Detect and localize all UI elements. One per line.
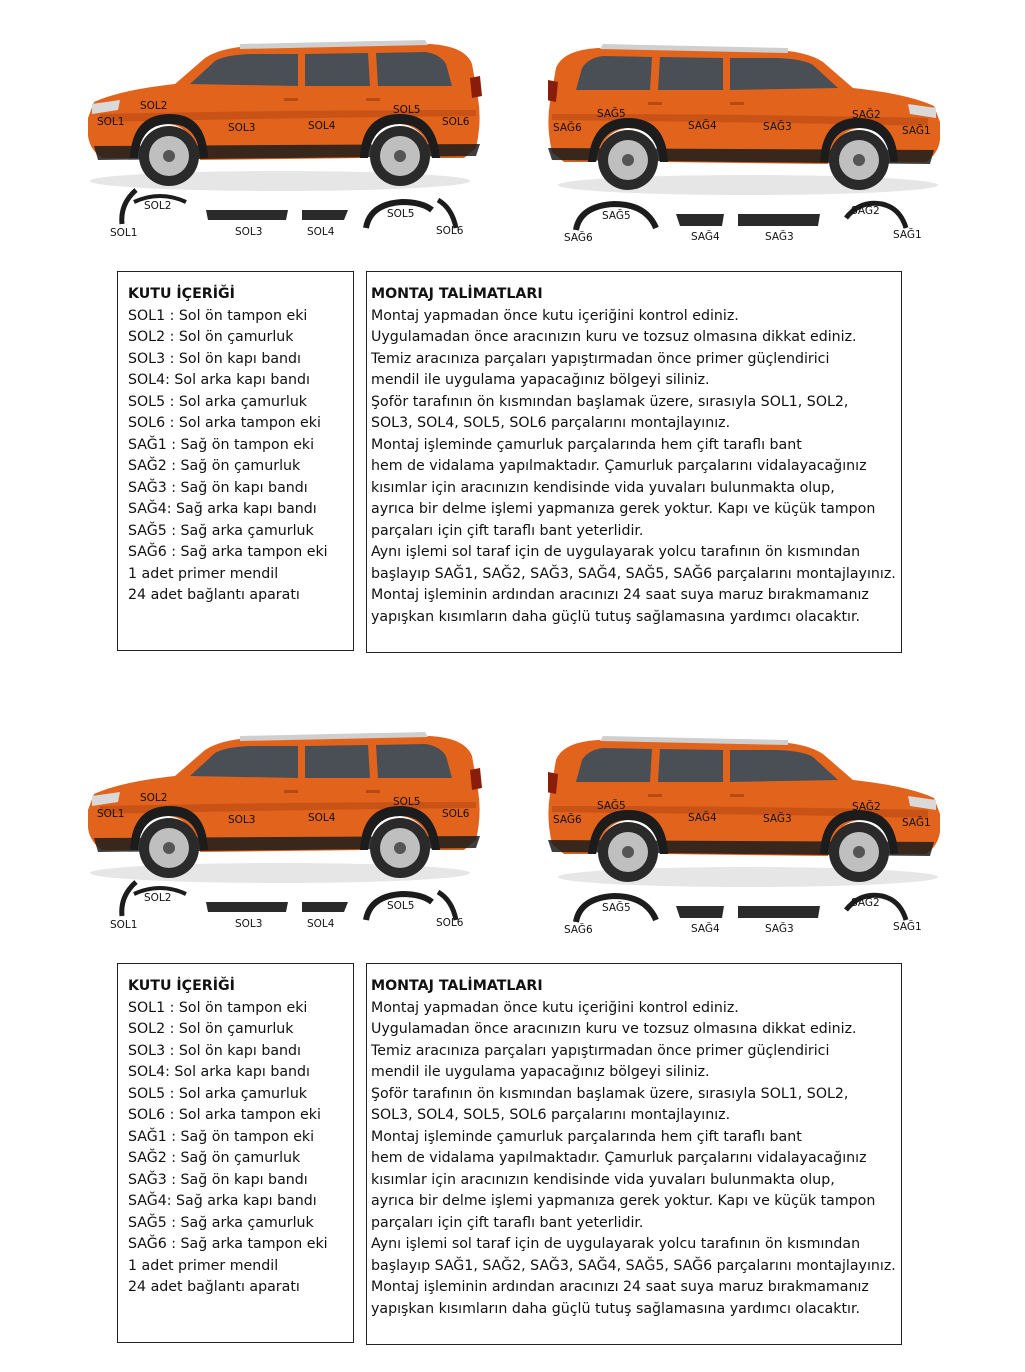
box-contents-item: SOL1 : Sol ön tampon eki — [128, 999, 308, 1016]
instruction-line: kısımlar için aracınızın kendisinde vida yuvaları bulunmakta olup, — [371, 479, 835, 496]
box-contents-item: SAĞ4: Sağ arka kapı bandı — [128, 501, 317, 517]
part-label-sol4: SOL4 — [307, 226, 335, 238]
box-contents-item: SOL3 : Sol ön kapı bandı — [128, 350, 301, 367]
car-label-sol1: SOL1 — [97, 116, 125, 128]
box-contents-item: SOL6 : Sol arka tampon eki — [128, 1107, 321, 1123]
box-contents-list — [128, 306, 353, 607]
instruction-line: Montaj yapmadan önce kutu içeriğini kontrol ediniz. — [371, 999, 739, 1016]
car-label-sol6: SOL6 — [442, 808, 470, 820]
box-contents-panel — [117, 271, 354, 651]
box-contents-item: SAĞ6 : Sağ arka tampon eki — [128, 544, 328, 560]
part-label-sag3: SAĞ3 — [765, 923, 794, 935]
box-contents-item: SOL5 : Sol arka çamurluk — [128, 393, 308, 410]
instruction-line: SOL3, SOL4, SOL5, SOL6 parçalarını montajlayınız. — [371, 1107, 731, 1123]
part-label-sag5: SAĞ5 — [602, 210, 631, 222]
part-label-sol1: SOL1 — [110, 227, 138, 239]
instructions-panel — [366, 963, 902, 1345]
instruction-line: Montaj işleminde çamurluk parçalarında hem çift taraflı bant — [371, 1128, 802, 1145]
part-label-sag1: SAĞ1 — [893, 229, 922, 241]
part-sag4-shape — [674, 904, 726, 920]
instruction-line: Şoför tarafının ön kısmından başlamak üzere, sırasıyla SOL1, SOL2, — [371, 393, 849, 410]
part-label-sag1: SAĞ1 — [893, 921, 922, 933]
car-label-sag4: SAĞ4 — [688, 120, 717, 132]
instruction-block-bottom — [0, 692, 1025, 1372]
part-label-sol5: SOL5 — [387, 900, 415, 912]
part-label-sol2: SOL2 — [144, 200, 172, 212]
instruction-block-top — [0, 0, 1025, 680]
part-label-sag3: SAĞ3 — [765, 231, 794, 243]
box-contents-list — [128, 998, 353, 1299]
instruction-line: Uygulamadan önce aracınızın kuru ve tozsuz olmasına dikkat ediniz. — [371, 1021, 857, 1037]
part-label-sag5: SAĞ5 — [602, 902, 631, 914]
box-contents-item: SAĞ2 : Sağ ön çamurluk — [128, 458, 301, 474]
instructions-list — [371, 306, 901, 629]
box-contents-item: SAĞ6 : Sağ arka tampon eki — [128, 1236, 328, 1252]
car-label-sag3: SAĞ3 — [763, 813, 792, 825]
instructions-panel — [366, 271, 902, 653]
box-contents-item: 1 adet primer mendil — [128, 565, 279, 582]
instruction-line: Aynı işlemi sol taraf için de uygulayarak yolcu tarafının ön kısmından — [371, 544, 861, 560]
part-label-sol2: SOL2 — [144, 892, 172, 904]
box-contents-item: 24 adet bağlantı aparatı — [128, 1279, 300, 1295]
box-contents-item: SAĞ5 : Sağ arka çamurluk — [128, 1214, 314, 1231]
part-label-sag4: SAĞ4 — [691, 231, 720, 243]
box-contents-item: 1 adet primer mendil — [128, 1257, 279, 1274]
box-contents-item: SOL4: Sol arka kapı bandı — [128, 1064, 310, 1080]
car-label-sag3: SAĞ3 — [763, 121, 792, 133]
instruction-line: yapışkan kısımların daha güçlü tutuş sağlamasına yardımcı olacaktır. — [371, 608, 860, 625]
box-contents-item: SAĞ1 : Sağ ön tampon eki — [128, 1128, 315, 1145]
car-label-sol4: SOL4 — [308, 120, 336, 132]
instruction-line: Montaj işleminin ardından aracınızı 24 saat suya maruz bırakmamanız — [371, 587, 869, 603]
car-label-sol4: SOL4 — [308, 812, 336, 824]
instruction-line: kısımlar için aracınızın kendisinde vida yuvaları bulunmakta olup, — [371, 1171, 835, 1188]
instruction-line: Temiz aracınıza parçaları yapıştırmadan önce primer güçlendirici — [371, 1042, 830, 1059]
car-label-sag6: SAĞ6 — [553, 122, 582, 134]
box-contents-item: SAĞ3 : Sağ ön kapı bandı — [128, 479, 308, 496]
part-label-sol1: SOL1 — [110, 919, 138, 931]
car-label-sag2: SAĞ2 — [852, 801, 881, 813]
part-sol3-shape — [204, 208, 290, 222]
instruction-line: Montaj yapmadan önce kutu içeriğini kontrol ediniz. — [371, 307, 739, 324]
car-label-sol5: SOL5 — [393, 796, 421, 808]
instruction-line: Temiz aracınıza parçaları yapıştırmadan önce primer güçlendirici — [371, 350, 830, 367]
instruction-line: yapışkan kısımların daha güçlü tutuş sağlamasına yardımcı olacaktır. — [371, 1300, 860, 1317]
instruction-line: Montaj işleminin ardından aracınızı 24 saat suya maruz bırakmamanız — [371, 1279, 869, 1295]
box-contents-item: SOL6 : Sol arka tampon eki — [128, 415, 321, 431]
part-label-sag2: SAĞ2 — [851, 897, 880, 909]
part-label-sag6: SAĞ6 — [564, 232, 593, 244]
box-contents-panel — [117, 963, 354, 1343]
instruction-line: başlayıp SAĞ1, SAĞ2, SAĞ3, SAĞ4, SAĞ5, SAĞ6 parçalarını montajlayınız. — [371, 565, 896, 582]
instruction-line: başlayıp SAĞ1, SAĞ2, SAĞ3, SAĞ4, SAĞ5, SAĞ6 parçalarını montajlayınız. — [371, 1257, 896, 1274]
part-label-sol4: SOL4 — [307, 918, 335, 930]
part-sol4-shape — [300, 208, 350, 222]
instruction-line: SOL3, SOL4, SOL5, SOL6 parçalarını montajlayınız. — [371, 415, 731, 431]
instruction-line: Şoför tarafının ön kısmından başlamak üzere, sırasıyla SOL1, SOL2, — [371, 1085, 849, 1102]
car-label-sag1: SAĞ1 — [902, 817, 931, 829]
instruction-line: Uygulamadan önce aracınızın kuru ve tozsuz olmasına dikkat ediniz. — [371, 329, 857, 345]
part-sag4-shape — [674, 212, 726, 228]
box-contents-item: SOL2 : Sol ön çamurluk — [128, 329, 294, 345]
instruction-line: ayrıca bir delme işlemi yapmanıza gerek yoktur. Kapı ve küçük tampon — [371, 1193, 876, 1209]
car-label-sag2: SAĞ2 — [852, 109, 881, 121]
part-label-sag6: SAĞ6 — [564, 924, 593, 936]
box-contents-item: SAĞ4: Sağ arka kapı bandı — [128, 1193, 317, 1209]
car-label-sol3: SOL3 — [228, 122, 256, 134]
box-contents-item: SAĞ3 : Sağ ön kapı bandı — [128, 1171, 308, 1188]
box-contents-title: KUTU İÇERİĞİ — [128, 978, 235, 994]
part-sol4-shape — [300, 900, 350, 914]
part-label-sol5: SOL5 — [387, 208, 415, 220]
instructions-title: MONTAJ TALİMATLARI — [371, 286, 543, 302]
box-contents-item: SOL1 : Sol ön tampon eki — [128, 307, 308, 324]
car-label-sol2: SOL2 — [140, 792, 168, 804]
car-label-sag5: SAĞ5 — [597, 108, 626, 120]
box-contents-title: KUTU İÇERİĞİ — [128, 286, 235, 302]
car-label-sag4: SAĞ4 — [688, 812, 717, 824]
instructions-title: MONTAJ TALİMATLARI — [371, 978, 543, 994]
car-label-sol5: SOL5 — [393, 104, 421, 116]
part-label-sol3: SOL3 — [235, 918, 263, 930]
box-contents-item: 24 adet bağlantı aparatı — [128, 587, 300, 603]
part-label-sag4: SAĞ4 — [691, 923, 720, 935]
part-label-sol6: SOL6 — [436, 917, 464, 929]
box-contents-item: SAĞ2 : Sağ ön çamurluk — [128, 1150, 301, 1166]
car-label-sol2: SOL2 — [140, 100, 168, 112]
box-contents-item: SOL2 : Sol ön çamurluk — [128, 1021, 294, 1037]
instruction-line: hem de vidalama yapılmaktadır. Çamurluk parçalarını vidalayacağınız — [371, 458, 867, 474]
car-label-sag5: SAĞ5 — [597, 800, 626, 812]
box-contents-item: SAĞ5 : Sağ arka çamurluk — [128, 522, 314, 539]
instruction-line: parçaları için çift taraflı bant yeterlidir. — [371, 1214, 644, 1231]
instruction-line: parçaları için çift taraflı bant yeterlidir. — [371, 522, 644, 539]
car-label-sol3: SOL3 — [228, 814, 256, 826]
car-label-sol6: SOL6 — [442, 116, 470, 128]
car-label-sag1: SAĞ1 — [902, 125, 931, 137]
instruction-line: mendil ile uygulama yapacağınız bölgeyi siliniz. — [371, 372, 710, 388]
instruction-line: hem de vidalama yapılmaktadır. Çamurluk parçalarını vidalayacağınız — [371, 1150, 867, 1166]
box-contents-item: SOL3 : Sol ön kapı bandı — [128, 1042, 301, 1059]
box-contents-item: SOL5 : Sol arka çamurluk — [128, 1085, 308, 1102]
part-sag3-shape — [736, 212, 822, 228]
part-sol3-shape — [204, 900, 290, 914]
part-label-sol6: SOL6 — [436, 225, 464, 237]
instruction-line: Aynı işlemi sol taraf için de uygulayarak yolcu tarafının ön kısmından — [371, 1236, 861, 1252]
car-label-sag6: SAĞ6 — [553, 814, 582, 826]
instructions-list — [371, 998, 901, 1321]
instruction-line: Montaj işleminde çamurluk parçalarında hem çift taraflı bant — [371, 436, 802, 453]
instruction-line: mendil ile uygulama yapacağınız bölgeyi siliniz. — [371, 1064, 710, 1080]
box-contents-item: SAĞ1 : Sağ ön tampon eki — [128, 436, 315, 453]
box-contents-item: SOL4: Sol arka kapı bandı — [128, 372, 310, 388]
part-label-sag2: SAĞ2 — [851, 205, 880, 217]
part-sag3-shape — [736, 904, 822, 920]
car-label-sol1: SOL1 — [97, 808, 125, 820]
part-label-sol3: SOL3 — [235, 226, 263, 238]
instruction-line: ayrıca bir delme işlemi yapmanıza gerek yoktur. Kapı ve küçük tampon — [371, 501, 876, 517]
